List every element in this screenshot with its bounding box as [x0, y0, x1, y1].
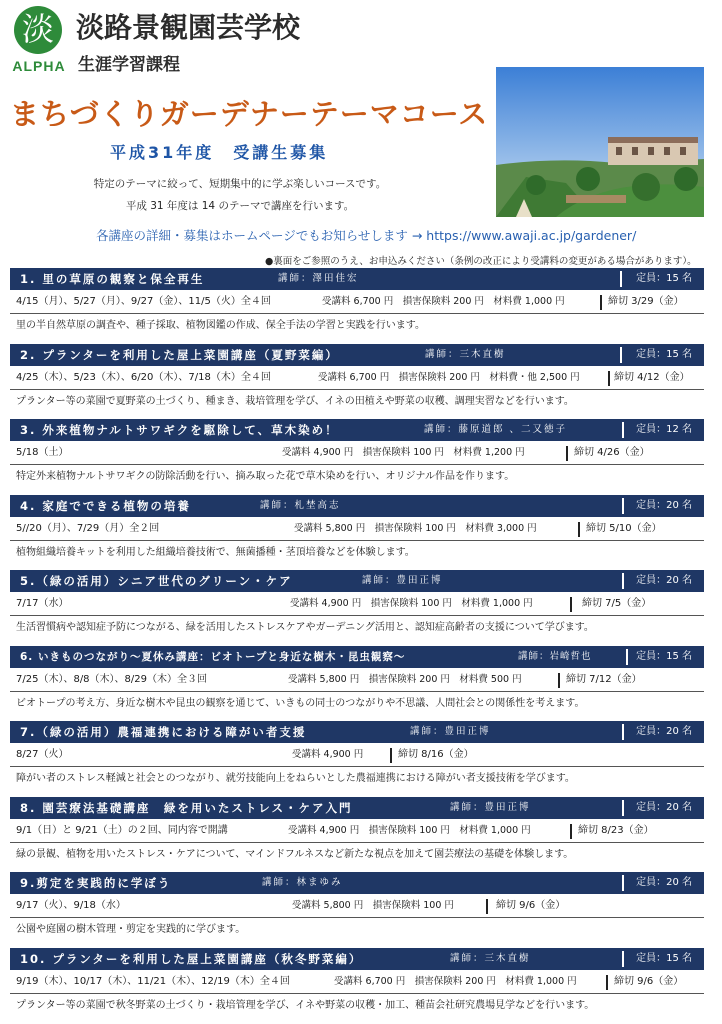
course-schedule-row — [10, 819, 704, 843]
course-capacity: 定員：20 名 — [636, 801, 692, 813]
course-header-bar — [10, 948, 704, 970]
capacity-divider — [626, 649, 628, 665]
course-capacity: 定員：15 名 — [636, 348, 692, 360]
course-title-text: 4. 家庭でできる植物の培養 — [20, 498, 191, 513]
alpha-logo — [8, 6, 70, 76]
course-capacity: 定員：20 名 — [636, 575, 692, 586]
course-dates: 8/27（火） — [16, 749, 69, 760]
course-dates: 9/19（木）、10/17（木）、11/21（木）、12/19（木）全４回 — [16, 975, 290, 987]
course-title-text: 2. プランターを利用した屋上菜園講座（夏野菜編） — [20, 347, 339, 362]
course-instructor: 講師：林まゆみ — [262, 877, 343, 888]
course-deadline: 締切 7/5（金） — [582, 598, 652, 609]
course-dates: 7/17（水） — [16, 598, 69, 609]
course-deadline: 締切 4/12（金） — [614, 371, 690, 383]
deadline-divider — [390, 748, 392, 763]
course-dates: 4/15（月）、5/27（月）、9/27（金）、11/5（火）全４回 — [16, 296, 271, 307]
course-description: ビオトープの考え方、身近な樹木や昆虫の観察を通じて、いきもの同士のつながりや不思議、人間社会との関係性を考えます。 — [16, 697, 585, 709]
course-schedule-row — [10, 366, 704, 390]
course-item — [10, 719, 704, 795]
course-fees: 受講料 6,700 円 損害保険料 200 円 材料費 1,000 円 — [322, 296, 565, 307]
course-description: 生活習慣病や認知症予防につながる、緑を活用したストレスケアやガーデニング活用と、認知症高齢者の支援について学びます。 — [16, 622, 594, 633]
course-header-bar — [10, 495, 704, 517]
course-title: まちづくりガーデナーテーマコース — [10, 97, 489, 131]
course-title-text: 9.剪定を実践的に学ぼう — [20, 876, 172, 890]
course-schedule-row — [10, 970, 704, 994]
deadline-divider — [608, 371, 610, 386]
course-title-text: 8. 園芸療法基礎講座 緑を用いたストレス・ケア入門 — [20, 800, 353, 815]
logo-glyph: 淡 — [21, 10, 54, 48]
course-item — [10, 644, 704, 720]
course-deadline: 締切 9/6（金） — [614, 975, 684, 987]
course-dates: 9/17（火）、9/18（水） — [16, 900, 126, 911]
deadline-divider — [558, 673, 560, 688]
course-fees: 受講料 5,800 円 損害保険料 100 円 材料費 3,000 円 — [294, 522, 537, 534]
page-header — [0, 0, 722, 270]
course-description: 公園や庭園の樹木管理・剪定を実践的に学びます。 — [16, 924, 246, 935]
course-item — [10, 493, 704, 569]
deadline-divider — [570, 597, 572, 612]
course-fees: 受講料 5,800 円 損害保険料 200 円 材料費 500 円 — [288, 673, 522, 685]
course-fees: 受講料 4,900 円 損害保険料 100 円 材料費 1,000 円 — [290, 598, 533, 609]
course-item — [10, 342, 704, 418]
deadline-divider — [566, 446, 568, 461]
course-header-bar — [10, 721, 704, 743]
course-schedule-row — [10, 743, 704, 767]
course-instructor: 講師：三木直樹 — [450, 952, 531, 964]
course-dates: 5/18（土） — [16, 447, 69, 458]
deadline-divider — [606, 975, 608, 990]
course-deadline: 締切 8/23（金） — [578, 824, 654, 836]
course-capacity: 定員：12 名 — [636, 424, 692, 435]
course-title-text: 5.（緑の活用）シニア世代のグリーン・ケア — [20, 574, 293, 588]
course-instructor: 講師：豊田正博 — [410, 726, 491, 737]
course-header-bar — [10, 344, 704, 366]
course-capacity: 定員：15 名 — [636, 273, 692, 284]
course-capacity: 定員：15 名 — [636, 650, 692, 662]
course-description: 特定外来植物ナルトサワギクの防除活動を行い、摘み取った花で草木染めを行い、オリジナル作品を作ります。 — [16, 471, 515, 482]
course-description: 里の半自然草原の調査や、種子採取、植物図鑑の作成、保全手法の学習と実践を行います。 — [16, 320, 425, 331]
course-deadline: 締切 9/6（金） — [496, 900, 566, 911]
course-header-bar — [10, 872, 704, 894]
course-header-bar — [10, 419, 704, 441]
capacity-divider — [620, 347, 622, 363]
course-instructor: 講師：澤田佳宏 — [278, 273, 359, 284]
course-title-text: 1. 里の草原の観察と保全再生 — [20, 272, 205, 286]
course-header-bar — [10, 797, 704, 819]
course-fees: 受講料 4,900 円 損害保険料 100 円 材料費 1,200 円 — [282, 447, 525, 458]
course-schedule-row — [10, 517, 704, 541]
intro-line-1: 特定のテーマに絞って、短期集中的に学ぶ楽しいコースです。 — [93, 178, 387, 190]
course-schedule-row — [10, 668, 704, 692]
course-item — [10, 568, 704, 644]
course-fees: 受講料 6,700 円 損害保険料 200 円 材料費 1,000 円 — [334, 975, 577, 987]
capacity-divider — [622, 951, 624, 967]
course-item — [10, 946, 704, 1022]
course-title-text: 10. プランターを利用した屋上菜園講座（秋冬野菜編） — [20, 951, 363, 966]
course-schedule-row — [10, 441, 704, 465]
course-dates: 9/1（日）と 9/21（土）の２回、同内容で開講 — [16, 824, 228, 836]
course-title-text: 6. いきものつながり～夏休み講座：ビオトープと身近な樹木・昆虫観察～ — [20, 650, 406, 663]
course-item — [10, 417, 704, 493]
course-instructor: 講師：藤原道郎 、二又徳子 — [424, 424, 568, 435]
course-instructor: 講師：札埜高志 — [260, 499, 341, 511]
course-header-bar — [10, 646, 704, 668]
intro-line-2: 平成 31 年度は 14 のテーマで講座を行います。 — [125, 200, 355, 212]
course-deadline: 締切 8/16（金） — [398, 749, 474, 760]
deadline-divider — [570, 824, 572, 839]
course-description: 緑の景観、植物を用いたストレス・ケアについて、マインドフルネスなど新たな視点を加えて園芸療法の基礎を体験します。 — [16, 848, 574, 860]
course-description: 植物組織培養キットを利用した組織培養技術で、無菌播種・茎頂培養などを体験します。 — [16, 546, 415, 558]
course-fees: 受講料 4,900 円 — [292, 749, 364, 760]
course-instructor: 講師：三木直樹 — [425, 348, 506, 360]
course-capacity: 定員：20 名 — [636, 877, 692, 888]
capacity-divider — [622, 800, 624, 816]
course-description: プランター等の菜園で夏野菜の土づくり、種まき、栽培管理を学び、イネの田植えや野菜の収穫、調理実習などを行います。 — [16, 395, 574, 407]
application-note: ●裏面をご参照のうえ、お申込みください（条例の改正により受講料の変更がある場合があります）。 — [265, 256, 697, 267]
course-title-text: 3. 外来植物ナルトサワギクを駆除して、草木染め！ — [20, 423, 339, 437]
course-fees: 受講料 4,900 円 損害保険料 100 円 材料費 1,000 円 — [288, 824, 531, 836]
capacity-divider — [620, 271, 622, 287]
course-deadline: 締切 4/26（金） — [574, 447, 650, 458]
course-item — [10, 870, 704, 946]
capacity-divider — [622, 724, 624, 740]
deadline-divider — [486, 899, 488, 914]
capacity-divider — [622, 422, 624, 438]
course-deadline: 締切 3/29（金） — [608, 296, 684, 307]
course-fees: 受講料 6,700 円 損害保険料 200 円 材料費・他 2,500 円 — [318, 371, 580, 383]
course-deadline: 締切 5/10（金） — [586, 522, 662, 534]
logo-text: ALPHA — [12, 58, 66, 74]
garden-photo — [496, 67, 704, 217]
deadline-divider — [600, 295, 602, 310]
capacity-divider — [622, 573, 624, 589]
course-dates: 5//20（月）、7/29（月）全２回 — [16, 522, 160, 534]
course-schedule-row — [10, 290, 704, 314]
course-capacity: 定員：20 名 — [636, 499, 692, 511]
course-instructor: 講師：豊田正博 — [362, 575, 443, 586]
course-header-bar — [10, 268, 704, 290]
course-title-text: 7.（緑の活用）農福連携における障がい者支援 — [20, 725, 307, 739]
course-instructor: 講師：豊田正博 — [450, 801, 531, 813]
course-capacity: 定員：15 名 — [636, 952, 692, 964]
homepage-notice[interactable]: 各講座の詳細・募集はホームページでもお知らせします → https://www.awaji.ac.jp/gardener/ — [96, 228, 637, 243]
program-name: 生涯学習課程 — [78, 55, 180, 75]
course-list — [10, 266, 704, 1021]
course-instructor: 講師：岩崎哲也 — [518, 650, 592, 662]
course-dates: 7/25（木）、8/8（木）、8/29（木）全３回 — [16, 673, 208, 685]
school-name: 淡路景観園芸学校 — [76, 11, 301, 44]
recruit-heading: 平成31年度 受講生募集 — [110, 143, 329, 162]
course-description: プランター等の菜園で秋冬野菜の土づくり・栽培管理を学び、イネや野菜の収穫・加工、種苗会社研究農場見学などを行います。 — [16, 999, 595, 1011]
course-schedule-row — [10, 894, 704, 918]
course-capacity: 定員：20 名 — [636, 726, 692, 737]
course-deadline: 締切 7/12（金） — [566, 673, 642, 685]
deadline-divider — [578, 522, 580, 537]
course-fees: 受講料 5,800 円 損害保険料 100 円 — [292, 900, 454, 911]
capacity-divider — [622, 875, 624, 891]
capacity-divider — [622, 498, 624, 514]
course-item — [10, 795, 704, 871]
course-header-bar — [10, 570, 704, 592]
course-item — [10, 266, 704, 342]
course-schedule-row — [10, 592, 704, 616]
course-description: 障がい者のストレス軽減と社会とのつながり、就労技能向上をねらいとした農福連携における障がい者支援技術を学びます。 — [16, 773, 575, 784]
course-dates: 4/25（木）、5/23（木）、6/20（木）、7/18（木）全４回 — [16, 371, 271, 383]
